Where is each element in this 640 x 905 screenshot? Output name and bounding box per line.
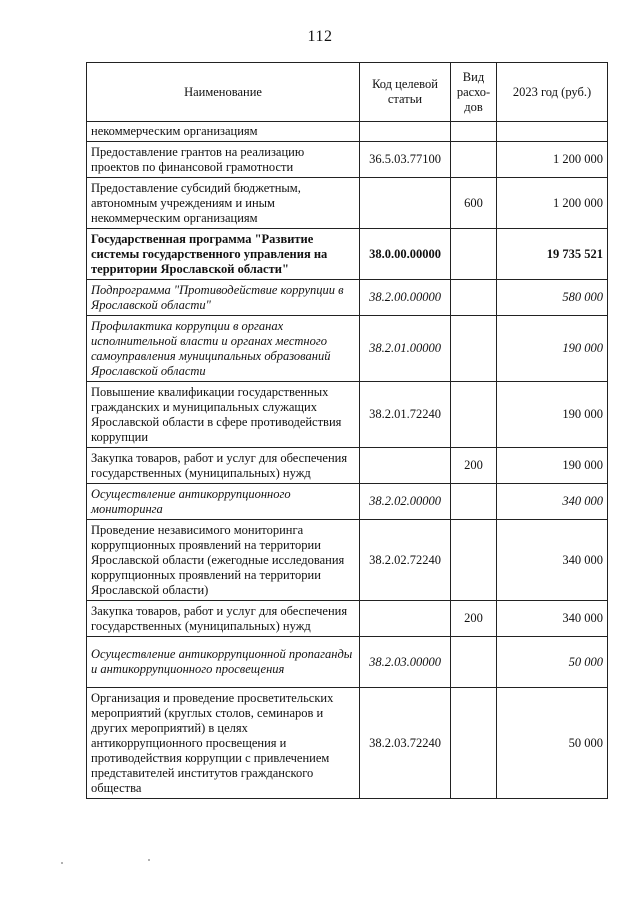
- row-name-cell: Осуществление антикоррупционной пропаганды и антикоррупционного просвещения: [87, 637, 360, 688]
- table-body: [87, 122, 608, 799]
- table-row: [87, 520, 608, 601]
- row-code-cell: [360, 601, 451, 637]
- row-amount-cell: 340 000: [497, 520, 608, 601]
- row-kind-cell: [451, 280, 497, 316]
- row-amount-cell: 1 200 000: [497, 142, 608, 178]
- row-name-cell: Повышение квалификации государственных гражданских и муниципальных служащих Ярославской области в сфере противодействия коррупции: [87, 382, 360, 448]
- column-header-code: Код целевой статьи: [360, 63, 451, 122]
- row-code-cell: 38.2.03.00000: [360, 637, 451, 688]
- row-code-cell: 38.2.00.00000: [360, 280, 451, 316]
- row-amount-cell: 1 200 000: [497, 178, 608, 229]
- row-name-cell: Организация и проведение просветительских мероприятий (круглых столов, семинаров и других мероприятий) в целях антикоррупционного просвещения и противодействия коррупции с привлечением представителей институтов гражданского общества: [87, 688, 360, 799]
- row-amount-cell: 190 000: [497, 448, 608, 484]
- table-row: [87, 448, 608, 484]
- row-code-cell: [360, 122, 451, 142]
- row-name-cell: Закупка товаров, работ и услуг для обеспечения государственных (муниципальных) нужд: [87, 601, 360, 637]
- row-code-cell: 38.2.02.00000: [360, 484, 451, 520]
- table-row: [87, 280, 608, 316]
- row-amount-cell: 50 000: [497, 688, 608, 799]
- row-amount-cell: 340 000: [497, 484, 608, 520]
- row-kind-cell: 200: [451, 601, 497, 637]
- table-row: [87, 122, 608, 142]
- row-kind-cell: [451, 484, 497, 520]
- table-row: [87, 484, 608, 520]
- row-kind-cell: [451, 382, 497, 448]
- table-row: [87, 229, 608, 280]
- row-name-cell: Государственная программа "Развитие системы государственного управления на территории Ярославской области": [87, 229, 360, 280]
- row-kind-cell: [451, 520, 497, 601]
- row-code-cell: [360, 178, 451, 229]
- row-code-cell: 38.2.03.72240: [360, 688, 451, 799]
- row-amount-cell: 340 000: [497, 601, 608, 637]
- row-kind-cell: [451, 688, 497, 799]
- row-name-cell: Предоставление грантов на реализацию проектов по финансовой грамотности: [87, 142, 360, 178]
- row-code-cell: 38.0.00.00000: [360, 229, 451, 280]
- row-name-cell: Осуществление антикоррупционного мониторинга: [87, 484, 360, 520]
- scan-speck: [61, 862, 63, 864]
- row-amount-cell: 580 000: [497, 280, 608, 316]
- row-kind-cell: 200: [451, 448, 497, 484]
- table-row: [87, 688, 608, 799]
- row-kind-cell: [451, 316, 497, 382]
- table-row: [87, 637, 608, 688]
- table-row: [87, 316, 608, 382]
- table-row: [87, 178, 608, 229]
- row-code-cell: [360, 448, 451, 484]
- row-name-cell: Профилактика коррупции в органах исполнительной власти и органах местного самоуправления муниципальных образований Ярославской области: [87, 316, 360, 382]
- table-header-row: [87, 63, 608, 122]
- column-header-amount: 2023 год (руб.): [497, 63, 608, 122]
- row-amount-cell: [497, 122, 608, 142]
- row-kind-cell: 600: [451, 178, 497, 229]
- row-amount-cell: 50 000: [497, 637, 608, 688]
- table-row: [87, 601, 608, 637]
- row-kind-cell: [451, 637, 497, 688]
- row-amount-cell: 19 735 521: [497, 229, 608, 280]
- row-name-cell: некоммерческим организациям: [87, 122, 360, 142]
- row-code-cell: 38.2.01.00000: [360, 316, 451, 382]
- row-code-cell: 38.2.01.72240: [360, 382, 451, 448]
- row-code-cell: 38.2.02.72240: [360, 520, 451, 601]
- row-code-cell: 36.5.03.77100: [360, 142, 451, 178]
- row-kind-cell: [451, 122, 497, 142]
- row-kind-cell: [451, 229, 497, 280]
- row-name-cell: Закупка товаров, работ и услуг для обеспечения государственных (муниципальных) нужд: [87, 448, 360, 484]
- table-row: [87, 142, 608, 178]
- row-name-cell: Подпрограмма "Противодействие коррупции в Ярославской области": [87, 280, 360, 316]
- column-header-kind: Вид расхо-дов: [451, 63, 497, 122]
- column-header-name: Наименование: [87, 63, 360, 122]
- row-kind-cell: [451, 142, 497, 178]
- page-number: 112: [307, 28, 333, 45]
- row-amount-cell: 190 000: [497, 316, 608, 382]
- table-row: [87, 382, 608, 448]
- row-amount-cell: 190 000: [497, 382, 608, 448]
- row-name-cell: Проведение независимого мониторинга коррупционных проявлений на территории Ярославской области (ежегодные исследования коррупционных проявлений на территории Ярославской области): [87, 520, 360, 601]
- row-name-cell: Предоставление субсидий бюджетным, автономным учреждениям и иным некоммерческим организациям: [87, 178, 360, 229]
- budget-table: [86, 62, 608, 799]
- scan-speck: [148, 859, 150, 861]
